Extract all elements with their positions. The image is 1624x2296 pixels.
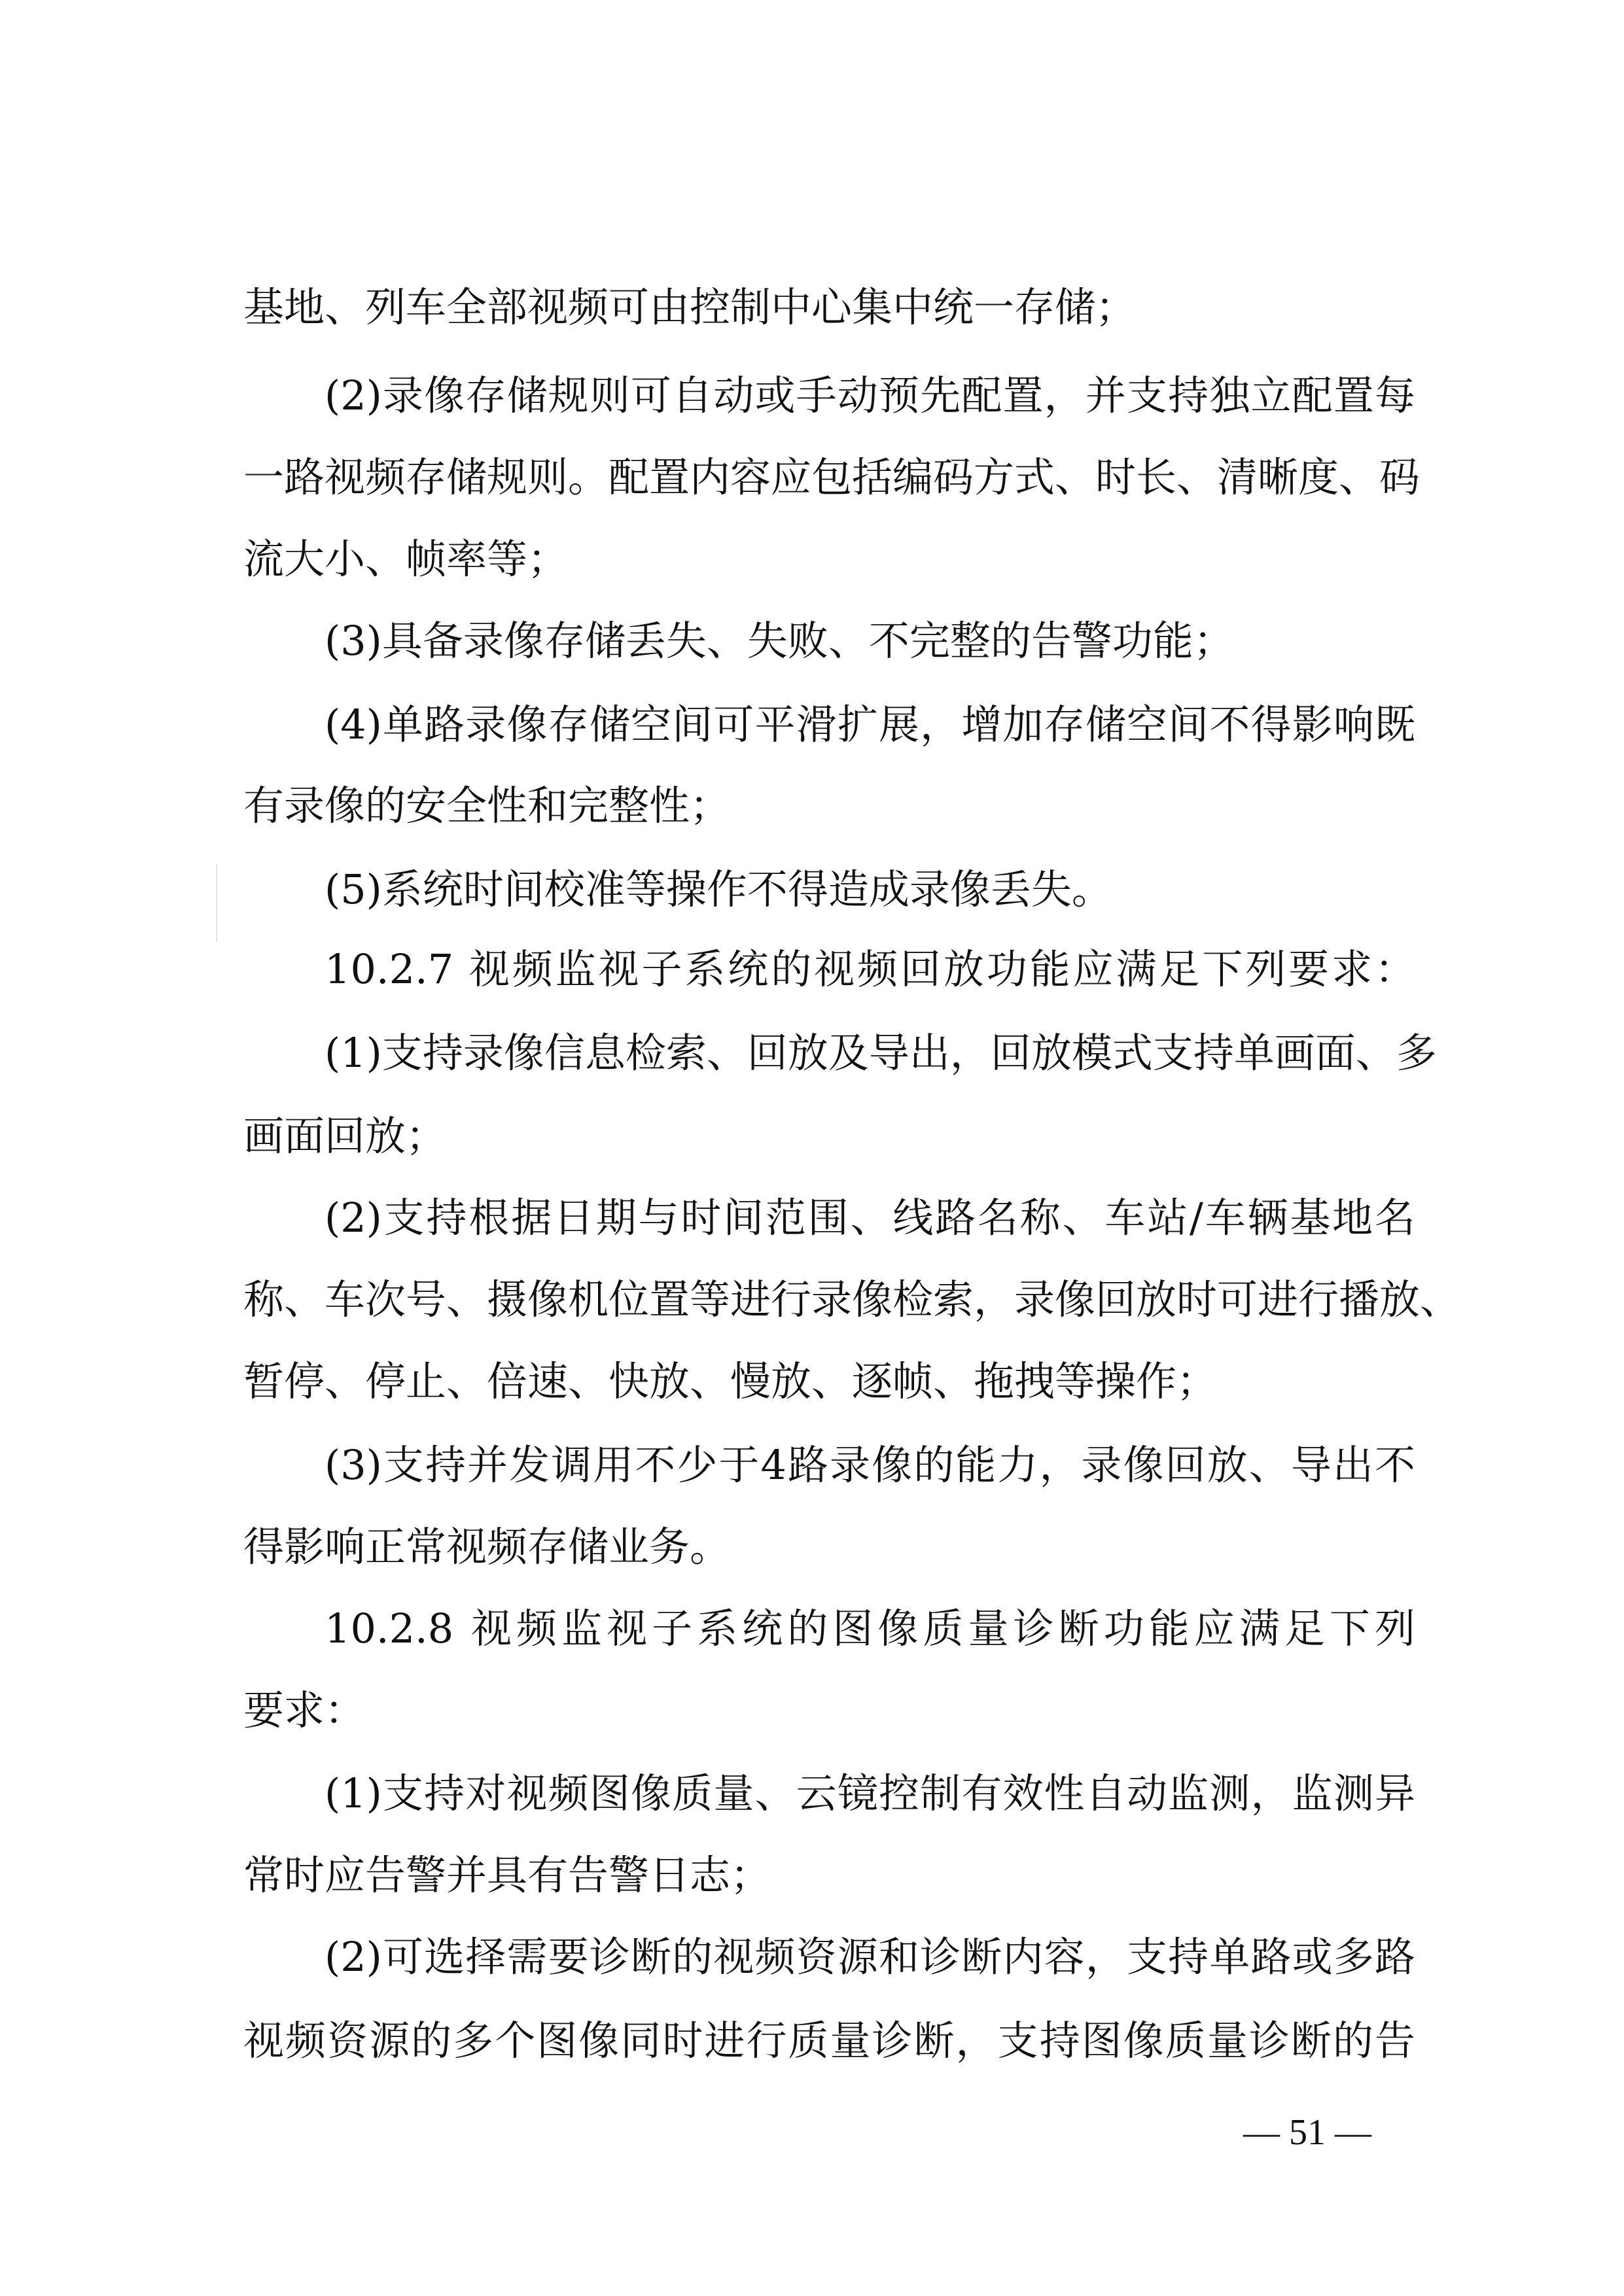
text-line: 称、车次号、摄像机位置等进行录像检索，录像回放时可进行播放、 [243, 1276, 1461, 1323]
text-line: 常时应告警并具有告警日志； [243, 1851, 771, 1899]
text-line: 得影响正常视频存储业务。 [243, 1523, 731, 1571]
scan-artifact [216, 863, 217, 942]
text-line: (2)支持根据日期与时间范围、线路名称、车站/车辆基地名 [325, 1194, 1415, 1242]
text-line: (3)具备录像存储丢失、失败、不完整的告警功能； [325, 617, 1234, 665]
text-line: (2)录像存储规则可自动或手动预先配置，并支持独立配置每 [325, 372, 1415, 419]
text-line: 视频资源的多个图像同时进行质量诊断，支持图像质量诊断的告 [243, 2017, 1415, 2064]
text-line: 一路视频存储规则。配置内容应包括编码方式、时长、清晰度、码 [243, 453, 1421, 501]
text-line: (5)系统时间校准等操作不得造成录像丢失。 [325, 865, 1112, 913]
text-line: (4)单路录像存储空间可平滑扩展，增加存储空间不得影响既 [325, 701, 1415, 748]
text-line: (3)支持并发调用不少于4路录像的能力，录像回放、导出不 [325, 1441, 1415, 1489]
text-line: 暂停、停止、倍速、快放、慢放、逐帧、拖拽等操作； [243, 1357, 1218, 1405]
section-heading-10-2-7: 10.2.7 视频监视子系统的视频回放功能应满足下列要求： [325, 945, 1415, 993]
text-line: (2)可选择需要诊断的视频资源和诊断内容，支持单路或多路 [325, 1933, 1415, 1981]
text-line: 要求： [243, 1686, 366, 1734]
text-line: 流大小、帧率等； [243, 535, 569, 583]
text-line: 有录像的安全性和完整性； [243, 782, 731, 829]
text-line: 基地、列车全部视频可由控制中心集中统一存储； [243, 283, 1137, 331]
page-number: — 51 — [1243, 2112, 1371, 2153]
section-heading-10-2-8: 10.2.8 视频监视子系统的图像质量诊断功能应满足下列 [325, 1605, 1415, 1652]
text-line: 画面回放； [243, 1112, 447, 1160]
text-line: (1)支持录像信息检索、回放及导出，回放模式支持单画面、多 [325, 1029, 1437, 1077]
text-line: (1)支持对视频图像质量、云镜控制有效性自动监测，监测异 [325, 1769, 1415, 1817]
